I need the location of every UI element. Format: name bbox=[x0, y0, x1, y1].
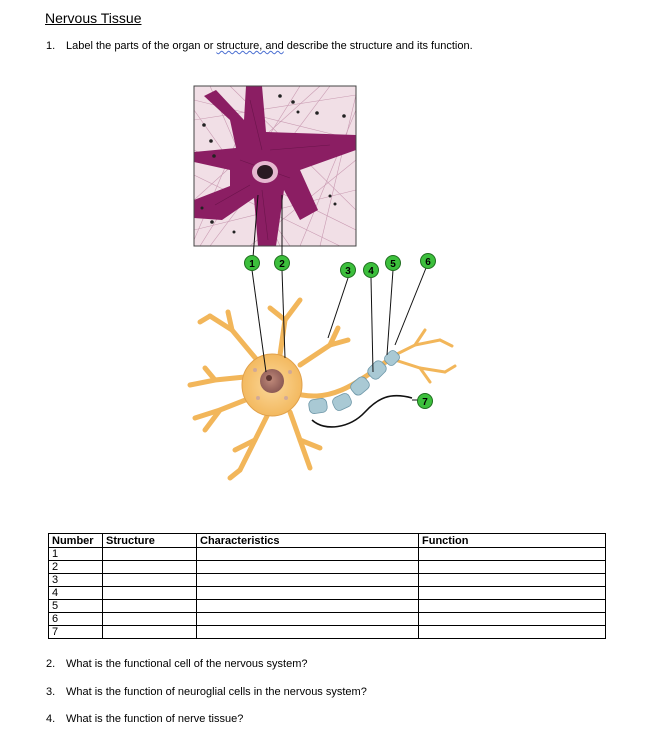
function-cell[interactable] bbox=[419, 561, 606, 574]
function-cell[interactable] bbox=[419, 626, 606, 639]
table-row bbox=[49, 574, 606, 587]
table-row bbox=[49, 600, 606, 613]
label-2-text: 2 bbox=[279, 259, 285, 270]
axon-terminals bbox=[395, 330, 455, 382]
micrograph bbox=[194, 86, 356, 246]
row-number: 2 bbox=[49, 561, 103, 574]
label-4 bbox=[364, 263, 379, 278]
question-4-number: 4. bbox=[46, 713, 56, 725]
bracket-line bbox=[312, 396, 412, 427]
structure-cell[interactable] bbox=[103, 561, 197, 574]
structure-cell[interactable] bbox=[103, 613, 197, 626]
structure-cell[interactable] bbox=[103, 626, 197, 639]
table-row bbox=[49, 613, 606, 626]
row-number: 4 bbox=[49, 587, 103, 600]
characteristics-cell[interactable] bbox=[197, 626, 419, 639]
question-4-text: What is the function of nerve tissue? bbox=[66, 713, 244, 725]
characteristics-cell[interactable] bbox=[197, 587, 419, 600]
question-2 bbox=[46, 658, 308, 670]
row-number: 7 bbox=[49, 626, 103, 639]
question-2-text: What is the functional cell of the nervous system? bbox=[66, 658, 308, 670]
function-cell[interactable] bbox=[419, 613, 606, 626]
table-row bbox=[49, 587, 606, 600]
characteristics-cell[interactable] bbox=[197, 548, 419, 561]
label-1 bbox=[245, 256, 260, 271]
row-number: 1 bbox=[49, 548, 103, 561]
label-6-text: 6 bbox=[425, 257, 431, 268]
row-number: 3 bbox=[49, 574, 103, 587]
characteristics-cell[interactable] bbox=[197, 600, 419, 613]
structure-cell[interactable] bbox=[103, 574, 197, 587]
label-3-text: 3 bbox=[345, 266, 351, 277]
question-1-text-squiggle: structure, and bbox=[216, 40, 284, 52]
question-1-text-post: describe the structure and its function. bbox=[283, 40, 473, 52]
cell-body bbox=[242, 354, 302, 416]
structure-table bbox=[48, 533, 606, 639]
question-1-text-pre: Label the parts of the organ or bbox=[66, 40, 217, 52]
page-title: Nervous Tissue bbox=[45, 10, 142, 26]
characteristics-cell[interactable] bbox=[197, 613, 419, 626]
row-number: 6 bbox=[49, 613, 103, 626]
question-3-text: What is the function of neuroglial cells in the nervous system? bbox=[66, 686, 367, 698]
label-3 bbox=[341, 263, 356, 278]
structure-cell[interactable] bbox=[103, 587, 197, 600]
header-number: Number bbox=[49, 534, 103, 548]
label-6 bbox=[421, 254, 436, 269]
characteristics-cell[interactable] bbox=[197, 561, 419, 574]
label-4-text: 4 bbox=[368, 266, 374, 277]
table-row bbox=[49, 626, 606, 639]
characteristics-cell[interactable] bbox=[197, 574, 419, 587]
question-1-number: 1. bbox=[46, 40, 56, 52]
function-cell[interactable] bbox=[419, 587, 606, 600]
question-2-number: 2. bbox=[46, 658, 56, 670]
label-7-text: 7 bbox=[422, 397, 428, 408]
header-function: Function bbox=[419, 534, 606, 548]
label-2 bbox=[275, 256, 290, 271]
label-5 bbox=[386, 256, 401, 271]
table-header-row bbox=[49, 534, 606, 548]
structure-cell[interactable] bbox=[103, 548, 197, 561]
myelin-sheath bbox=[308, 349, 401, 414]
row-number: 5 bbox=[49, 600, 103, 613]
table-row bbox=[49, 548, 606, 561]
header-structure: Structure bbox=[103, 534, 197, 548]
label-1-text: 1 bbox=[249, 259, 255, 270]
question-4 bbox=[46, 713, 243, 725]
question-3-number: 3. bbox=[46, 686, 56, 698]
question-3 bbox=[46, 686, 367, 698]
function-cell[interactable] bbox=[419, 574, 606, 587]
table-row bbox=[49, 561, 606, 574]
header-characteristics: Characteristics bbox=[197, 534, 419, 548]
label-7 bbox=[418, 394, 433, 409]
function-cell[interactable] bbox=[419, 600, 606, 613]
label-5-text: 5 bbox=[390, 259, 396, 270]
structure-cell[interactable] bbox=[103, 600, 197, 613]
function-cell[interactable] bbox=[419, 548, 606, 561]
